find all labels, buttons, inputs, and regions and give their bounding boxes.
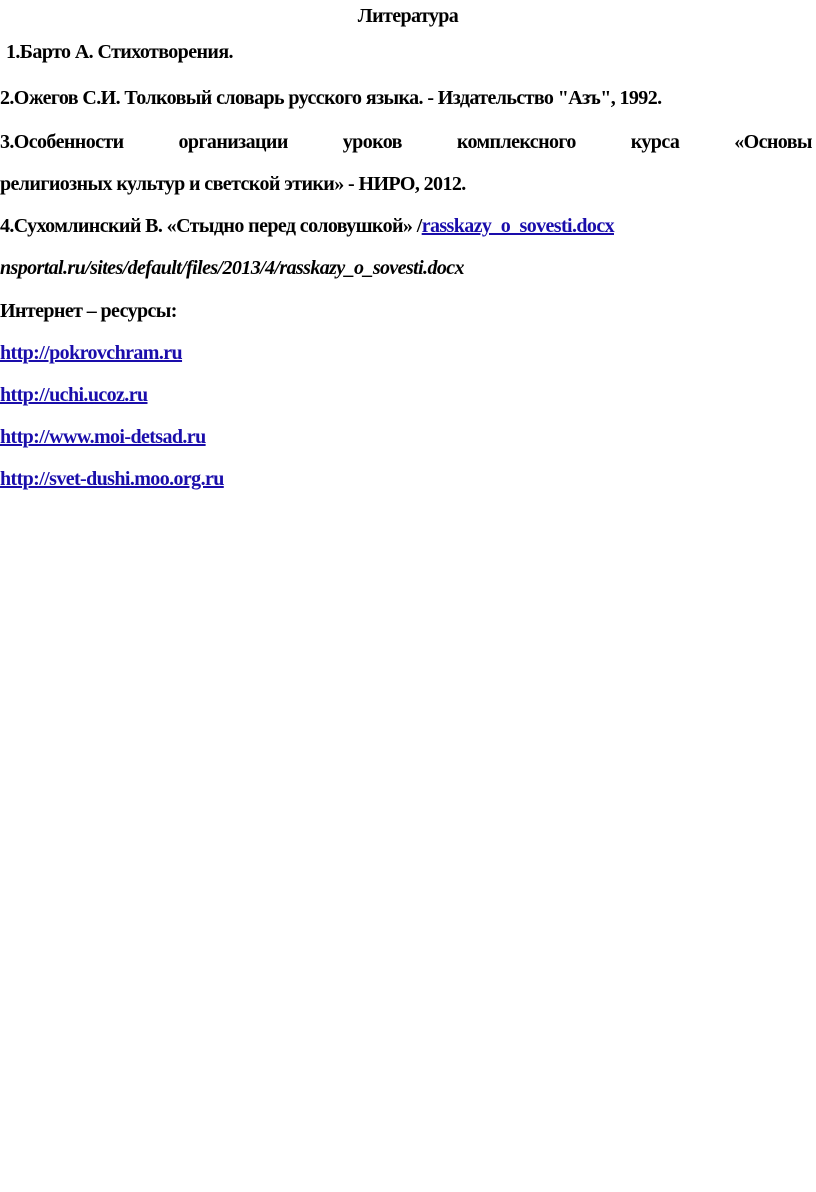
reference-item-3-word: уроков (342, 131, 402, 153)
resource-link-row (0, 341, 816, 365)
reference-item-3-line-2: религиозных культур и светской этики» - НИРО, 2012. (0, 173, 466, 195)
resource-link-pokrovchram[interactable]: http://pokrovchram.ru (0, 342, 183, 364)
docx-link[interactable]: rasskazy_o_sovesti.docx (421, 215, 614, 237)
reference-item-3-word: 3.Особенности (0, 131, 124, 153)
resource-link-uchi[interactable]: http://uchi.ucoz.ru (0, 384, 148, 406)
reference-item-3-word: курса (630, 131, 680, 153)
resource-link-row (0, 425, 816, 449)
reference-item-4 (0, 214, 816, 238)
internet-resources-heading: Интернет – ресурсы: (0, 300, 177, 322)
reference-item-2: 2.Ожегов С.И. Толковый словарь русского языка. - Издательство "Азъ", 1992. (0, 87, 662, 109)
resource-link-moi-detsad[interactable]: http://www.moi-detsad.ru (0, 426, 206, 448)
reference-item-4-url: nsportal.ru/sites/default/files/2013/4/rasskazy_o_sovesti.docx (0, 257, 464, 279)
reference-item-3-word: «Основы (734, 131, 812, 153)
reference-item-3-line-1 (0, 130, 812, 154)
resource-link-row (0, 383, 816, 407)
reference-item-3-word: организации (178, 131, 288, 153)
page-title: Литература (357, 5, 459, 27)
reference-item-1: 1.Барто А. Стихотворения. (6, 41, 233, 63)
reference-item-3-word: комплексного (456, 131, 576, 153)
resource-link-row (0, 467, 816, 491)
resource-link-svet-dushi[interactable]: http://svet-dushi.moo.org.ru (0, 468, 224, 490)
reference-item-4-text: 4.Сухомлинский В. «Стыдно перед соловушкой» / (0, 215, 422, 237)
